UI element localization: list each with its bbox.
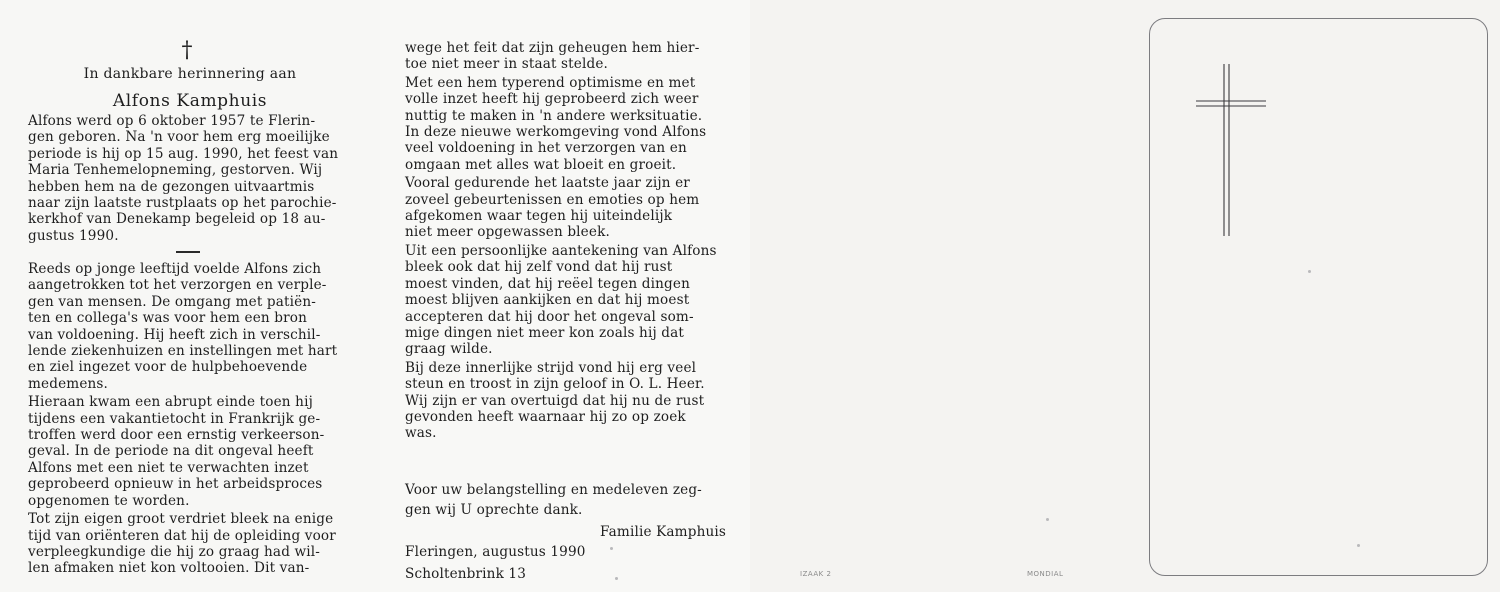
address: Scholtenbrink 13 [405, 566, 527, 582]
paper-speck [1046, 518, 1049, 521]
thanks-text: Voor uw belangstelling en medeleven zeg- gen wij U oprechte dank. [405, 482, 702, 518]
biography-paragraph: Vooral gedurende het laatste jaar zijn er zoveel gebeurtenissen en emoties op hem afgekomen waar tegen hij uiteindelijk niet meer opgewassen bleek. [405, 175, 700, 241]
cross-icon [1196, 64, 1266, 236]
small-cross-icon: † [181, 38, 193, 63]
biography-body [28, 261, 350, 579]
paper-speck [1357, 544, 1360, 547]
paper-speck [610, 547, 613, 550]
family-signature: Familie Kamphuis [600, 524, 726, 540]
biography-paragraph: wege het feit dat zijn geheugen hem hier- toe niet meer in staat stelde. [405, 40, 700, 73]
biography-paragraph: Hieraan kwam een abrupt einde toen hij tijdens een vakantietocht in Frankrijk ge- troffen werd door een ernstig verkeerson- geval. In de periode na dit ongeval heeft Alfons met een niet te verwachten inzet geprobeerd opnieuw in het arbeidsproces opgenomen te worden. [28, 394, 325, 509]
biography-paragraph: Met een hem typerend optimisme en met volle inzet heeft hij geprobeerd zich weer nuttig te maken in 'n andere werksituatie. In deze nieuwe werkomgeving vond Alfons veel voldoening in het verzorgen van en omgaan met alles wat bloeit en groeit. [405, 74, 707, 173]
place-date: Fleringen, augustus 1990 [405, 544, 586, 560]
intro-heading: In dankbare herinnering aan [83, 66, 297, 82]
biography-continued [405, 40, 727, 444]
biography-paragraph: Tot zijn eigen groot verdriet bleek na enige tijd van oriënteren dat hij de opleiding voor verpleegkundige die hij zo graag had wil- len afmaken niet kon voltooien. Dit van- [28, 511, 336, 577]
biography-paragraph: Bij deze innerlijke strijd vond hij erg veel steun en troost in zijn geloof in O. L. Heer. Wij zijn er van overtuigd dat hij nu de rust gevonden heeft waarnaar hij zo op zoek was. [405, 359, 705, 442]
biography-intro [28, 113, 350, 246]
biography-paragraph: Alfons werd op 6 oktober 1957 te Flerin- gen geboren. Na 'n voor hem erg moeilijke periode is hij op 15 aug. 1990, het feest van Maria Tenhemelopneming, gestorven. Wij hebben hem na de gezongen uitvaartmis naar zijn laatste rustplaats op het parochie- kerkhof van Denekamp begeleid op 18 au- gustus 1990. [28, 113, 339, 244]
biography-paragraph: Reeds op jonge leeftijd voelde Alfons zich aangetrokken tot het verzorgen en verple- gen van mensen. De omgang met patiën- ten en collega's was voor hem een bron van voldoening. Hij heeft zich in verschil- lende ziekenhuizen en instellingen met hart en ziel ingezet voor de hulpbehoevende medemens. [28, 261, 338, 392]
paper-speck [1308, 270, 1311, 273]
printer-name: MONDIAL [1027, 570, 1064, 578]
deceased-name: Alfons Kamphuis [112, 91, 268, 111]
thanks-note [405, 480, 727, 520]
printer-code: IZAAK 2 [800, 570, 832, 578]
biography-paragraph: Uit een persoonlijke aantekening van Alfons bleek ook dat hij zelf vond dat hij rust moest vinden, dat hij reëel tegen dingen moest blijven aankijken en dat hij moest accepteren dat hij door het ongeval som- mige dingen niet meer kon zoals hij dat graag wilde. [405, 242, 717, 358]
section-divider [176, 251, 200, 253]
paper-speck [615, 577, 618, 580]
